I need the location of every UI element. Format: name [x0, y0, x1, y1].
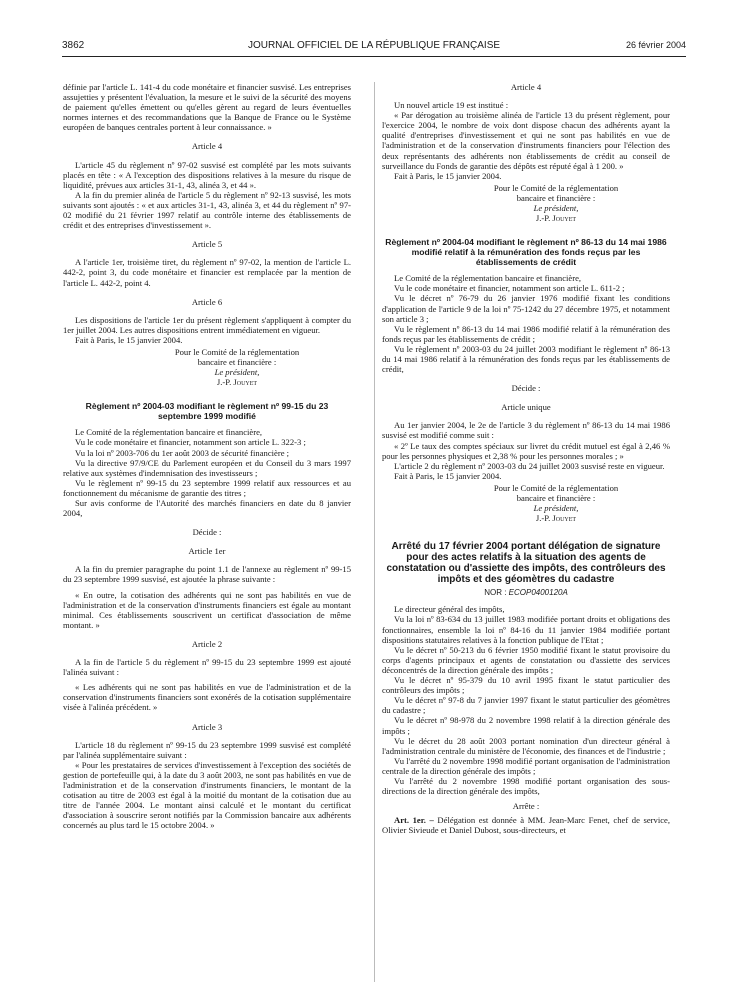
paragraph: « 2º Le taux des comptes spéciaux sur livret du crédit mutuel est égal à 2,46 % pour les personnes physiques et 2,38 % pour les personnes morales ; » — [382, 440, 670, 461]
arrete-heading: Arrêté du 17 février 2004 portant délégation de signature pour des actes relatifs à la situation des agents de constatation ou d'assiette des impôts, des contrôleurs des impôts et des géomètres du cadastre — [386, 541, 666, 586]
signing-place-date: Fait à Paris, le 15 janvier 2004. — [394, 170, 502, 181]
header-rule — [62, 56, 686, 57]
column-divider — [374, 82, 375, 982]
signature-line: Pour le Comité de la réglementation — [493, 482, 619, 493]
paragraph: « Les adhérents qui ne sont pas habilités en vue de l'administration et de la conservation d'instruments financiers sont exonérés de la cotisation supplémentaire visée à l'alinéa précédent. » — [63, 682, 351, 713]
paragraph: Vu le décret du 28 août 2003 portant nomination d'un directeur général à l'administration centrale du ministère de l'économie, des finances et de l'industrie ; — [382, 735, 670, 756]
journal-title: JOURNAL OFFICIEL DE LA RÉPUBLIQUE FRANÇAISE — [247, 40, 501, 51]
paragraph: Vu le décret nº 98-978 du 2 novembre 1998 relatif à la direction générale des impôts ; — [382, 715, 670, 736]
paragraph: Vu l'arrêté du 2 novembre 1998 modifié portant organisation de l'administration centrale de la direction générale des impôts ; — [382, 755, 670, 776]
article-heading: Article 5 — [191, 239, 223, 250]
regulation-heading: Règlement nº 2004-03 modifiant le règlement nº 99-15 du 23 septembre 1999 modifié — [85, 401, 329, 422]
left-column — [63, 82, 351, 830]
paragraph: A la fin du premier alinéa de l'article 5 du règlement nº 92-13 susvisé, les mots suivants sont ajoutés : « et aux articles 31-1, 43, alinéa 3, et 44 du règlement nº 97-02 modifié du 21 février 1997 relatif au contrôle interne des établissements de crédit et des entreprises d'investissement ». — [63, 189, 351, 231]
signature-line: bancaire et financière : — [516, 192, 596, 203]
decide-heading: Décide : — [511, 383, 541, 394]
paragraph: Au 1er janvier 2004, le 2e de l'article 3 du règlement nº 86-13 du 14 mai 1986 susvisé est modifié comme suit : — [382, 420, 670, 441]
paragraph: Vu le décret nº 50-213 du 6 février 1950 modifié fixant le statut provisoire du corps d'agents principaux et agents de constatation ou d'assiette des services déconcentrés de la direction générale des impôts ; — [382, 644, 670, 675]
paragraph: A l'article 1er, troisième tiret, du règlement nº 97-02, la mention de l'article L. 442-2, point 3, du code monétaire et financier est remplacée par la mention de l'article L. 442-2, point 4. — [63, 257, 351, 288]
paragraph: Le directeur général des impôts, — [394, 604, 505, 615]
paragraph: Le Comité de la réglementation bancaire et financière, — [75, 427, 263, 438]
signature-line: Pour le Comité de la réglementation — [174, 346, 300, 357]
signature-block — [123, 347, 351, 387]
article-heading: Article 4 — [510, 82, 542, 92]
paragraph: L'article 18 du règlement nº 99-15 du 23 septembre 1999 susvisé est complété par l'alinéa supplémentaire suivant : — [63, 739, 351, 760]
arrete-word: Arrête : — [512, 801, 540, 812]
right-column — [382, 82, 670, 835]
paragraph: Vu le décret nº 95-379 du 10 avril 1995 fixant le statut particulier des contrôleurs des impôts ; — [382, 675, 670, 696]
paragraph: « En outre, la cotisation des adhérents qui ne sont pas habilités en vue de l'administration et de la conservation d'instruments financiers est égale au montant minimal. Ces établissements souscrivent un certificat d'association de même montant. » — [63, 589, 351, 630]
nor-value: ECOP0400120A — [508, 588, 568, 598]
article-heading: Article 2 — [191, 638, 223, 649]
issue-date: 26 février 2004 — [625, 40, 686, 50]
article-heading: Article 4 — [191, 141, 223, 152]
paragraph: Vu le règlement nº 2003-03 du 24 juillet 2003 modifiant le règlement nº 86-13 du 14 mai 1986 relatif à la rémunération des fonds reçus par les établissements de crédit, — [382, 343, 670, 375]
paragraph: Les dispositions de l'article 1er du présent règlement s'appliquent à compter du 1er juillet 2004. Les autres dispositions entrent immédiatement en vigueur. — [63, 314, 351, 335]
page-number: 3862 — [62, 40, 85, 51]
paragraph: A la fin du premier paragraphe du point 1.1 de l'annexe au règlement nº 99-15 du 23 septembre 1999 susvisé, est ajoutée la phrase suivante : — [63, 564, 351, 585]
signatory-name: J.-P. Jouyet — [535, 213, 577, 224]
paragraph: Vu la loi nº 2003-706 du 1er août 2003 de sécurité financière ; — [75, 447, 290, 458]
signature-line: bancaire et financière : — [197, 357, 277, 368]
article-heading: Article unique — [501, 402, 551, 413]
paragraph: « Par dérogation au troisième alinéa de l'article 13 du présent règlement, pour l'exercice 2004, le nombre de voix dont dispose chacun des adhérents ayant la qualité d'entreprises d'investissement et qui ne sont pas habilités en vue de l'administration et de la conservation d'instruments financiers pour l'élection des deux représentants des adhérents non établissements de crédit au conseil de surveillance du Fonds de garantie des dépôts est réputé égal à 1 200. » — [382, 110, 670, 171]
signature-role: Le président, — [533, 203, 579, 214]
signature-line: Pour le Comité de la réglementation — [493, 182, 619, 193]
signature-block — [442, 183, 670, 223]
signing-place-date: Fait à Paris, le 15 janvier 2004. — [75, 334, 183, 345]
article-1-paragraph — [382, 815, 670, 835]
article-text: Délégation est donnée à MM. Jean-Marc Fenet, chef de service, Olivier Sivieude et Daniel Dubost, sous-directeurs, et — [382, 815, 670, 836]
article-heading: Article 1er — [188, 546, 226, 557]
paragraph: A la fin de l'article 5 du règlement nº 99-15 du 23 septembre 1999 est ajouté l'alinéa suivant : — [63, 657, 351, 678]
paragraph: Vu le règlement nº 86-13 du 14 mai 1986 modifié relatif à la rémunération des fonds reçus par les établissements de crédit ; — [382, 323, 670, 344]
signature-role: Le président, — [533, 503, 579, 514]
article-heading: Article 6 — [191, 296, 223, 307]
paragraph: L'article 45 du règlement nº 97-02 susvisé est complété par les mots suivants placés en tête : « A l'exception des dispositions relatives à la mesure du risque de liquidité, prévues aux articles 31-1, 43, alinéa 3, et 44 ». — [63, 159, 351, 190]
paragraph: Vu le décret nº 76-79 du 26 janvier 1976 modifié fixant les conditions d'application de l'article 9 de la loi nº 75-1242 du 27 décembre 1975, et notamment son article 3 ; — [382, 293, 670, 324]
signature-line: bancaire et financière : — [516, 493, 596, 503]
signature-block — [442, 483, 670, 523]
decide-heading: Décide : — [192, 527, 222, 538]
paragraph: Vu la loi nº 83-634 du 13 juillet 1983 modifiée portant droits et obligations des fonctionnaires, ensemble la loi nº 84-16 du 11 janvier 1984 modifiée portant dispositions statutaires relatives à la fonction publique de l'Etat ; — [382, 614, 670, 645]
nor-reference — [382, 588, 670, 598]
paragraph: Vu le code monétaire et financier, notamment son article L. 322-3 ; — [75, 437, 306, 448]
signing-place-date: Fait à Paris, le 15 janvier 2004. — [394, 470, 502, 481]
paragraph: Vu le décret nº 97-8 du 7 janvier 1997 fixant le statut particulier des géomètres du cadastre ; — [382, 695, 670, 716]
paragraph: définie par l'article L. 141-4 du code monétaire et financier susvisé. Les entreprises assujetties y présentent l'évaluation, la mesure et le suivi de la sécurité des moyens de paiement qu'elles émettent ou qu'elles gèrent au regard de leurs éventuelles normes internes et des recommandations que la Banque de France ou le Système européen de banques centrales portent à leur connaissance. » — [63, 82, 351, 133]
paragraph: « Pour les prestataires de services d'investissement à l'exception des sociétés de gestion de portefeuille qui, à la date du 3 août 2003, ne sont pas habilités en vue de l'administration et de la conservation d'instruments financiers, le montant de la cotisation au titre de 2003 est égal à la moitié du montant de la cotisation due au titre de l'année 2004. Le montant ainsi calculé et le montant du certificat d'association à souscrire seront notifiés par la Commission bancaire aux adhérents concernés au plus tard le 15 octobre 2004. » — [63, 759, 351, 831]
page-header — [62, 40, 686, 54]
signature-role: Le président, — [214, 367, 260, 378]
article-heading: Article 3 — [191, 721, 223, 732]
paragraph: Vu le règlement nº 99-15 du 23 septembre 1999 relatif aux ressources et au fonctionnement du mécanisme de garantie des titres ; — [63, 477, 351, 498]
paragraph: L'article 2 du règlement nº 2003-03 du 24 juillet 2003 susvisé reste en vigueur. — [394, 460, 665, 471]
paragraph: Un nouvel article 19 est institué : — [394, 100, 509, 111]
signatory-name: J.-P. Jouyet — [535, 513, 577, 524]
article-label: Art. 1er. – — [394, 815, 434, 826]
signatory-name: J.-P. Jouyet — [216, 377, 258, 388]
paragraph: Vu le code monétaire et financier, notamment son article L. 611-2 ; — [394, 283, 625, 294]
regulation-heading: Règlement nº 2004-04 modifiant le règlement nº 86-13 du 14 mai 1986 modifié relatif à la rémunération des fonds reçus par les établissements de crédit — [385, 237, 667, 268]
paragraph: Vu la directive 97/9/CE du Parlement européen et du Conseil du 3 mars 1997 relative aux systèmes d'indemnisation des investisseurs ; — [63, 457, 351, 478]
paragraph: Sur avis conforme de l'Autorité des marchés financiers en date du 8 janvier 2004, — [63, 498, 351, 519]
paragraph: Vu l'arrêté du 2 novembre 1998 modifié portant organisation des sous-directions de la direction générale des impôts, — [382, 775, 670, 797]
nor-label: NOR : — [484, 588, 507, 598]
paragraph: Le Comité de la réglementation bancaire et financière, — [394, 273, 582, 284]
